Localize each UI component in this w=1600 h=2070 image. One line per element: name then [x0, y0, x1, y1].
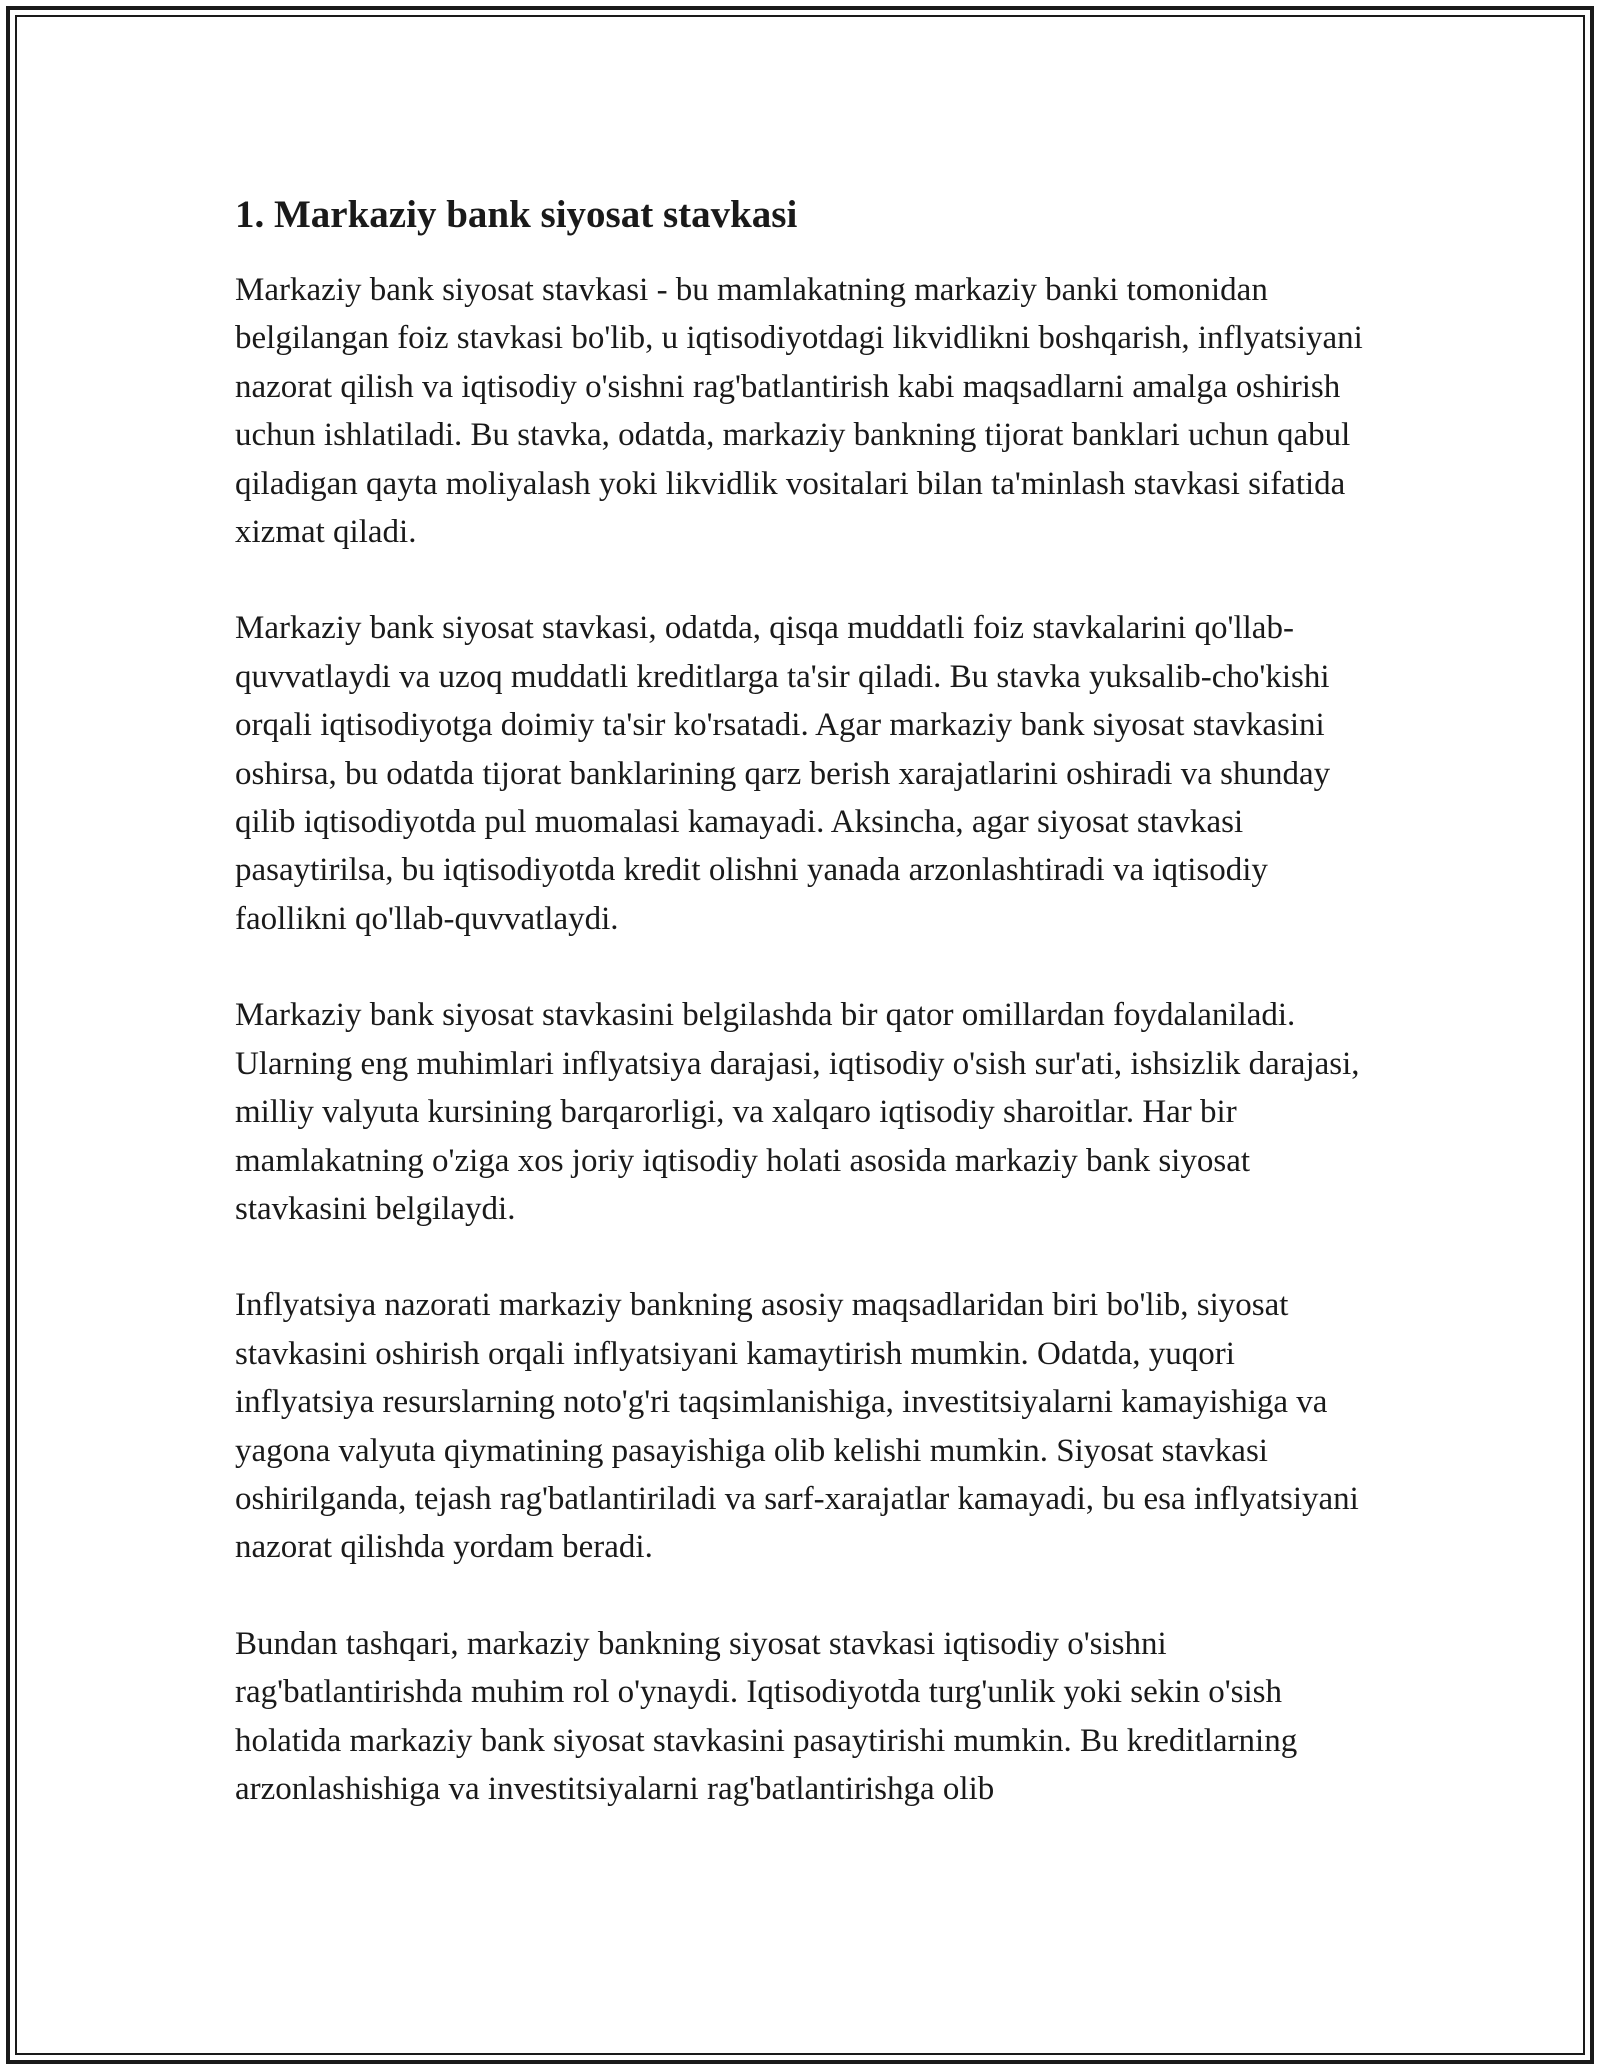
paragraph-economic-growth: Bundan tashqari, markaziy bankning siyosat stavkasi iqtisodiy o'sishni rag'batlantirishda muhim rol o'ynaydi. Iqtisodiyotda turg'unlik yoki sekin o'sish holatida markaziy bank siyosat stavkasini pasaytirishi mumkin. Bu kreditlarning arzonlashishiga va investitsiyalarni rag'batlantirishga olib: [235, 1625, 1298, 1807]
section-heading: 1. Markaziy bank siyosat stavkasi: [235, 193, 798, 236]
paragraph-effects: Markaziy bank siyosat stavkasi, odatda, qisqa muddatli foiz stavkalarini qo'llab-quvvatlaydi va uzoq muddatli kreditlarga ta'sir qiladi. Bu stavka yuksalib-cho'kishi orqali iqtisodiyotga doimiy ta'sir ko'rsatadi. Agar markaziy bank siyosat stavkasini oshirsa, bu odatda tijorat banklarining qarz berish xarajatlarini oshiradi va shunday qilib iqtisodiyotda pul muomalasi kamayadi. Aksincha, agar siyosat stavkasi pasaytirilsa, bu iqtisodiyotda kredit olishni yanada arzonlashtiradi va iqtisodiy faollikni qo'llab-quvvatlaydi.: [235, 610, 1331, 937]
paragraph-definition: Markaziy bank siyosat stavkasi - bu mamlakatning markaziy banki tomonidan belgilangan foiz stavkasi bo'lib, u iqtisodiyotdagi likvidlikni boshqarish, inflyatsiyani nazorat qilish va iqtisodiy o'sishni rag'batlantirish kabi maqsadlarni amalga oshirish uchun ishlatiladi. Bu stavka, odatda, markaziy bankning tijorat banklari uchun qabul qiladigan qayta moliyalash yoki likvidlik vositalari bilan ta'minlash stavkasi sifatida xizmat qiladi.: [235, 272, 1363, 551]
paragraph-factors: Markaziy bank siyosat stavkasini belgilashda bir qator omillardan foydalaniladi. Ularning eng muhimlari inflyatsiya darajasi, iqtisodiy o'sish sur'ati, ishsizlik darajasi, milliy valyuta kursining barqarorligi, va xalqaro iqtisodiy sharoitlar. Har bir mamlakatning o'ziga xos joriy iqtisodiy holati asosida markaziy bank siyosat stavkasini belgilaydi.: [235, 997, 1360, 1227]
document-body: [235, 182, 1375, 1813]
paragraph-inflation-control: Inflyatsiya nazorati markaziy bankning asosiy maqsadlaridan biri bo'lib, siyosat stavkasini oshirish orqali inflyatsiyani kamaytirish mumkin. Odatda, yuqori inflyatsiya resurslarning noto'g'ri taqsimlanishiga, investitsiyalarni kamayishiga va yagona valyuta qiymatining pasayishiga olib kelishi mumkin. Siyosat stavkasi oshirilganda, tejash rag'batlantiriladi va sarf-xarajatlar kamayadi, bu esa inflyatsiyani nazorat qilishda yordam beradi.: [235, 1287, 1359, 1566]
